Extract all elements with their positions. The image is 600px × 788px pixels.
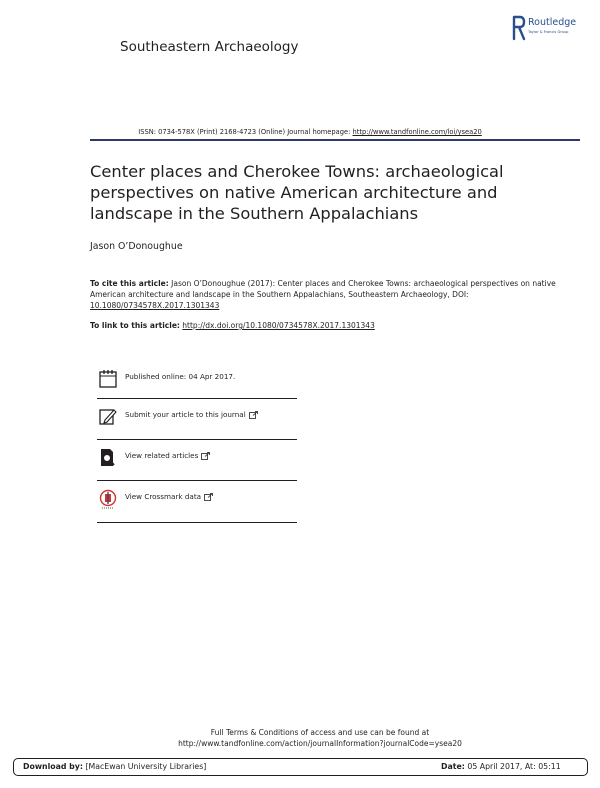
downloaded-by-value: [MacEwan University Libraries] xyxy=(85,762,207,771)
downloaded-by-label: Download by: xyxy=(23,762,83,771)
article-author: Jason O’Donoughue xyxy=(90,241,183,252)
header-rule xyxy=(90,139,580,141)
submit-article-row[interactable] xyxy=(97,407,297,439)
divider xyxy=(97,439,297,440)
citation-label: To cite this article: xyxy=(90,279,169,288)
external-link-icon xyxy=(249,411,258,419)
submit-article-text: Submit your article to this journal xyxy=(125,410,246,419)
related-articles-row[interactable] xyxy=(97,448,297,480)
calendar-icon xyxy=(99,369,117,389)
citation-doi-link[interactable]: 10.1080/0734578X.2017.1301343 xyxy=(90,301,220,310)
article-doi-link[interactable]: http://dx.doi.org/10.1080/0734578X.2017.1301343 xyxy=(182,321,375,330)
download-date xyxy=(441,762,561,771)
journal-homepage-link[interactable]: http://www.tandfonline.com/loi/ysea20 xyxy=(352,128,482,136)
article-title: Center places and Cherokee Towns: archaeological perspectives on native American architecture and landscape in the Southern Appalachians xyxy=(90,162,504,223)
citation-block xyxy=(90,278,560,311)
published-online-text: Published online: 04 Apr 2017. xyxy=(125,372,236,381)
logo-wordmark: Routledge xyxy=(528,17,577,28)
crossmark-text: View Crossmark data xyxy=(125,492,202,501)
journal-name: Southeastern Archaeology xyxy=(120,39,299,55)
footer-terms-line: Full Terms & Conditions of access and use can be found at xyxy=(210,728,430,737)
divider xyxy=(97,398,297,399)
divider xyxy=(97,480,297,481)
downloaded-by xyxy=(23,762,206,771)
logo-tagline: Taylor & Francis Group xyxy=(528,30,569,34)
footer-terms xyxy=(0,728,600,749)
download-date-label: Date: xyxy=(441,762,465,771)
link-label: To link to this article: xyxy=(90,321,180,330)
crossmark-row[interactable] xyxy=(97,489,297,521)
citation-text: Jason O’Donoughue (2017): Center places and Cherokee Towns: archaeological perspectives on native American architecture and landscape in the Southern Appalachians, Southeastern Archaeology, DOI: xyxy=(90,279,556,299)
divider xyxy=(97,522,297,523)
issn-text: ISSN: 0734-578X (Print) 2168-4723 (Online) Journal homepage: xyxy=(138,128,351,136)
search-document-icon xyxy=(99,448,117,468)
download-info-box xyxy=(13,758,588,776)
published-online-row xyxy=(97,369,297,401)
external-link-icon xyxy=(204,493,213,501)
edit-icon xyxy=(99,407,117,427)
download-date-value: 05 April 2017, At: 05:11 xyxy=(467,762,561,771)
crossmark-link[interactable] xyxy=(125,492,213,501)
related-articles-link[interactable] xyxy=(125,451,210,460)
crossmark-icon xyxy=(99,489,117,509)
issn-line xyxy=(120,128,500,136)
external-link-icon xyxy=(201,452,210,460)
link-block xyxy=(90,321,560,330)
publisher-logo xyxy=(512,15,592,43)
routledge-logo-icon xyxy=(512,15,526,41)
related-articles-text: View related articles xyxy=(125,451,199,460)
submit-article-link[interactable] xyxy=(125,410,258,419)
footer-terms-url[interactable]: http://www.tandfonline.com/action/journalInformation?journalCode=ysea20 xyxy=(178,738,462,748)
